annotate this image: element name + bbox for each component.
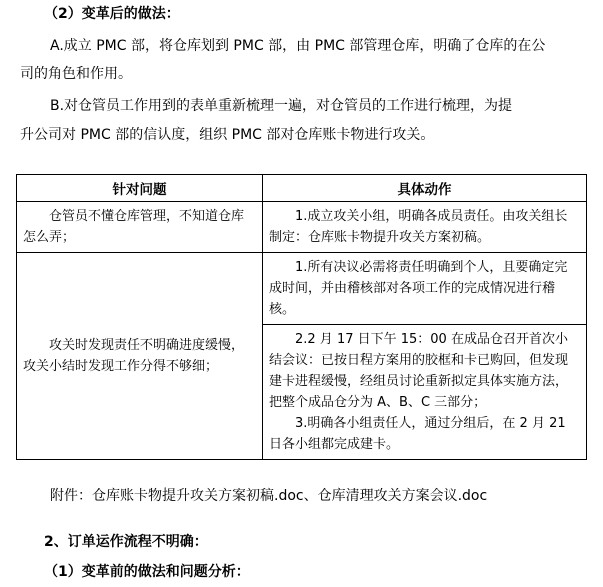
action-cell — [263, 202, 587, 253]
paragraph-b-line1: B.对仓管员工作用到的表单重新梳理一遍，对仓管员的工作进行梳理，为提 — [50, 98, 513, 114]
table-header-row — [17, 175, 587, 202]
table-row — [17, 202, 587, 253]
action-text-2a: 1.所有决议必需将责任明确到个人，且要确定完成时间，并由稽核部对各项工作的完成情况进行稽核。 — [269, 260, 568, 317]
action-subcell — [263, 253, 586, 325]
subheading-after-change: （2）变革后的做法： — [44, 6, 180, 22]
action-subcell — [263, 325, 586, 459]
problem-cell — [17, 202, 263, 253]
header-problem: 针对问题 — [17, 175, 263, 202]
action-text-2c: 3.明确各小组责任人，通过分组后，在 2 月 21 日各小组都完成建卡。 — [269, 416, 566, 452]
section-2-title: 2、订单运作流程不明确： — [44, 534, 208, 550]
paragraph-a-line1: A.成立 PMC 部，将仓库划到 PMC 部，由 PMC 部管理仓库，明确了仓库的在公 — [50, 38, 546, 54]
attachment-line: 附件：仓库账卡物提升攻关方案初稿.doc、仓库清理攻关方案会议.doc — [50, 488, 488, 504]
action-text-2b: 2.2 月 17 日下午 15：00 在成品仓召开首次小结会议：已按日程方案用的胶框和卡已购回，但发现建卡进程缓慢，经组员讨论重新拟定具体实施方法，把整个成品仓分为 A、B、C 三部分； — [269, 332, 569, 410]
header-action: 具体动作 — [263, 175, 587, 202]
paragraph-a-line2: 司的角色和作用。 — [20, 66, 132, 82]
problem-action-table — [16, 174, 587, 460]
problem-text-2: 攻关时发现责任不明确进度缓慢，攻关小结时发现工作分得不够细； — [23, 338, 245, 374]
action-cell — [263, 253, 587, 460]
table-row — [17, 253, 587, 460]
problem-text-1: 仓管员不懂仓库管理，不知道仓库怎么弄； — [23, 209, 245, 245]
action-text-1: 1.成立攻关小组，明确各成员责任。由攻关组长制定：仓库账卡物提升攻关方案初稿。 — [269, 209, 568, 245]
problem-cell — [17, 253, 263, 460]
subheading-before-change: （1）变革前的做法和问题分析： — [44, 564, 250, 580]
paragraph-b-line2: 升公司对 PMC 部的信认度，组织 PMC 部对仓库账卡物进行攻关。 — [20, 127, 435, 143]
